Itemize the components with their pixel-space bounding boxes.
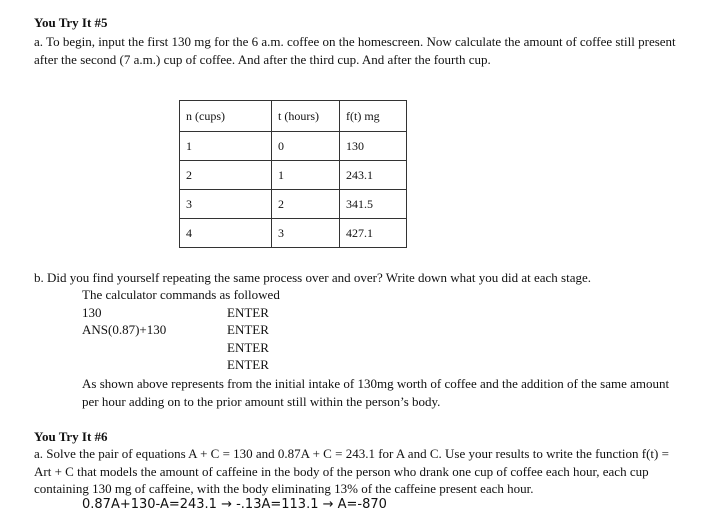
section6-work: 0.87A+130-A=243.1 → -.13A=113.1 → A=-870 — [82, 497, 387, 512]
table-cell: 3 — [272, 219, 340, 248]
table-cell: 341.5 — [340, 190, 407, 219]
command-expr: 130 — [82, 305, 102, 320]
command-key: ENTER — [227, 340, 269, 355]
header-ft: f(t) mg — [340, 101, 407, 132]
table-cell: 4 — [180, 219, 272, 248]
command-expr: ANS(0.87)+130 — [82, 322, 167, 337]
table-row — [180, 161, 407, 190]
table-header-row — [180, 101, 407, 132]
table-cell: 427.1 — [340, 219, 407, 248]
table-cell: 2 — [180, 161, 272, 190]
table-row — [180, 190, 407, 219]
section6-part-a: a. Solve the pair of equations A + C = 130 and 0.87A + C = 243.1 for A and C. Use your results to write the function f(t) = Art + C that models the amount of caffeine in the body of the person who drank one cup of coffee each hour, each cup containing 130 mg of caffeine, with the body eliminating 13% of the caffeine present each hour. — [34, 446, 669, 496]
section5-part-a: a. To begin, input the first 130 mg for the 6 a.m. coffee on the homescreen. Now calculate the amount of coffee still present after the second (7 a.m.) cup of coffee. And after the third cup. And after the fourth cup. — [34, 34, 676, 67]
answer-intro: The calculator commands as followed — [82, 287, 280, 302]
section5-part-b: b. Did you find yourself repeating the same process over and over? Write down what you did at each stage. — [34, 270, 591, 285]
table-cell: 1 — [180, 132, 272, 161]
table-cell: 3 — [180, 190, 272, 219]
section5-heading: You Try It #5 — [34, 15, 108, 30]
table-cell: 2 — [272, 190, 340, 219]
command-key: ENTER — [227, 322, 269, 337]
table-cell: 0 — [272, 132, 340, 161]
section6-heading: You Try It #6 — [34, 429, 108, 444]
table-cell: 243.1 — [340, 161, 407, 190]
table-row — [180, 132, 407, 161]
table-row — [180, 219, 407, 248]
command-key: ENTER — [227, 357, 269, 372]
header-n: n (cups) — [180, 101, 272, 132]
answer-text: As shown above represents from the initial intake of 130mg worth of coffee and the addition of the same amount per hour adding on to the prior amount still within the person’s body. — [82, 376, 670, 409]
table-cell: 130 — [340, 132, 407, 161]
coffee-table — [179, 100, 407, 248]
command-key: ENTER — [227, 305, 269, 320]
header-t: t (hours) — [272, 101, 340, 132]
table-cell: 1 — [272, 161, 340, 190]
